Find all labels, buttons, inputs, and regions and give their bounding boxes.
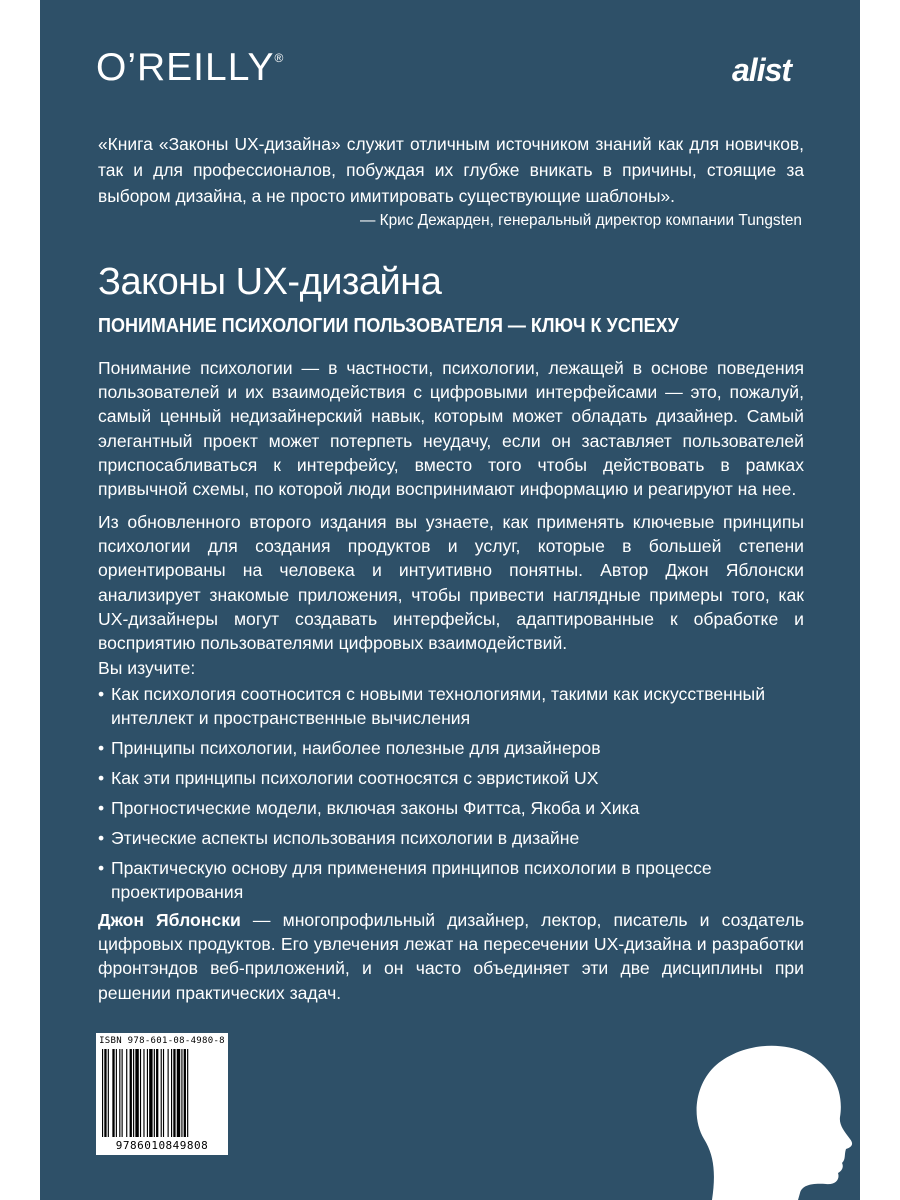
book-title: Законы UX-дизайна: [98, 261, 442, 303]
list-item: [98, 766, 804, 790]
list-item-text: Принципы психологии, наиболее полезные для дизайнеров: [111, 738, 601, 759]
isbn-label: ISBN 978-601-08-4980-8: [99, 1036, 225, 1046]
alist-logo: alist: [732, 52, 792, 88]
head-silhouette-icon: [692, 1043, 860, 1200]
oreilly-logo-text: O’REILLY: [96, 46, 275, 89]
barcode-bars-icon: [102, 1049, 222, 1139]
barcode-bar: [149, 1049, 152, 1137]
barcode-bar: [102, 1049, 103, 1137]
barcode-bar: [187, 1049, 188, 1137]
registered-mark: ®: [274, 51, 285, 65]
bullet-icon: •: [98, 768, 105, 789]
barcode-bar: [154, 1049, 155, 1137]
barcode-bar: [184, 1049, 186, 1137]
list-item-text: Как психология соотносится с новыми технологиями, такими как искусственный интеллект и пространственные вычисления: [111, 684, 766, 729]
barcode-bar: [181, 1049, 182, 1137]
list-item: [98, 682, 804, 730]
barcode-bar: [119, 1049, 120, 1137]
barcode-bar: [163, 1049, 164, 1137]
list-item: [98, 856, 804, 904]
barcode-bar: [140, 1049, 141, 1137]
barcode-bar: [133, 1049, 134, 1137]
barcode-bar: [108, 1049, 109, 1137]
description-paragraph-2: Из обновленного второго издания вы узнаете, как применять ключевые принципы психологии для создания продуктов и услуг, которые в большей степени ориентированы на человека и интуитивно понятны. Автор Джон Яблонски анализирует знакомые приложения, чтобы привести наглядные примеры того, как UX-дизайнеры могут создавать интерфейсы, адаптированные к обработке и восприятию пользователями цифровых взаимодействий.: [98, 512, 804, 654]
list-item-text: Этические аспекты использования психологии в дизайне: [111, 828, 580, 849]
barcode-bar: [135, 1049, 138, 1137]
book-subtitle: ПОНИМАНИЕ ПСИХОЛОГИИ ПОЛЬЗОВАТЕЛЯ — КЛЮЧ К УСПЕХУ: [98, 315, 679, 337]
barcode-bar: [104, 1049, 106, 1137]
barcode-bar: [143, 1049, 144, 1137]
author-bio: [98, 908, 804, 1005]
learn-list: [98, 682, 804, 910]
bullet-icon: •: [98, 738, 105, 759]
barcode-bar: [122, 1049, 123, 1137]
oreilly-logo: [96, 48, 284, 87]
description-paragraph-1: Понимание психологии — в частности, психологии, лежащей в основе поведения пользователей и их взаимодействия с цифровыми интерфейсами — это, пожалуй, самый ценный недизайнерский навык, которым может обладать дизайнер. Самый элегантный проект может потерпеть неудачу, если он заставляет пользователей приспосабливаться к интерфейсу, вместо того чтобы действовать в рамках привычной схемы, по которой люди воспринимают информацию и реагируют на нее.: [98, 358, 804, 500]
bullet-icon: •: [98, 798, 105, 819]
list-item-text: Практическую основу для применения принципов психологии в процессе проектирования: [111, 858, 712, 903]
bullet-icon: •: [98, 858, 105, 879]
list-item: [98, 736, 804, 760]
author-name: Джон Яблонски: [98, 910, 241, 930]
book-back-cover: [40, 0, 860, 1200]
barcode-bar: [168, 1049, 169, 1137]
author-bio-text: — многопрофильный дизайнер, лектор, писатель и создатель цифровых продуктов. Его увлечения лежат на пересечении UX-дизайна и разработки фронтэндов веб-приложений, и он часто объединяет эти две дисциплины при решении практических задач.: [98, 910, 804, 1003]
barcode: [96, 1033, 228, 1155]
barcode-bar: [116, 1049, 117, 1137]
list-item: [98, 796, 804, 820]
barcode-bar: [177, 1049, 180, 1137]
barcode-bar: [171, 1049, 172, 1137]
barcode-bar: [147, 1049, 148, 1137]
barcode-bar: [156, 1049, 158, 1137]
barcode-bar: [130, 1049, 132, 1137]
list-item: [98, 826, 804, 850]
learn-heading: Вы изучите:: [98, 658, 196, 678]
list-item-text: Как эти принципы психологии соотносятся с эвристикой UX: [111, 768, 599, 789]
barcode-bar: [173, 1049, 175, 1137]
bullet-icon: •: [98, 684, 105, 704]
barcode-bar: [126, 1049, 127, 1137]
barcode-digits: 9786010849808: [115, 1139, 209, 1152]
endorsement-author: — Крис Дежарден, генеральный директор компании Tungsten: [359, 212, 802, 229]
barcode-bar: [112, 1049, 114, 1137]
barcode-bar: [161, 1049, 162, 1137]
bullet-icon: •: [98, 828, 105, 849]
endorsement-quote: «Книга «Законы UX-дизайна» служит отличным источником знаний как для новичков, так и для профессионалов, побуждая их глубже вникать в причины, стоящие за выбором дизайна, а не просто имитировать существующие шаблоны».: [98, 134, 804, 206]
list-item-text: Прогностические модели, включая законы Фиттса, Якоба и Хика: [111, 798, 640, 819]
